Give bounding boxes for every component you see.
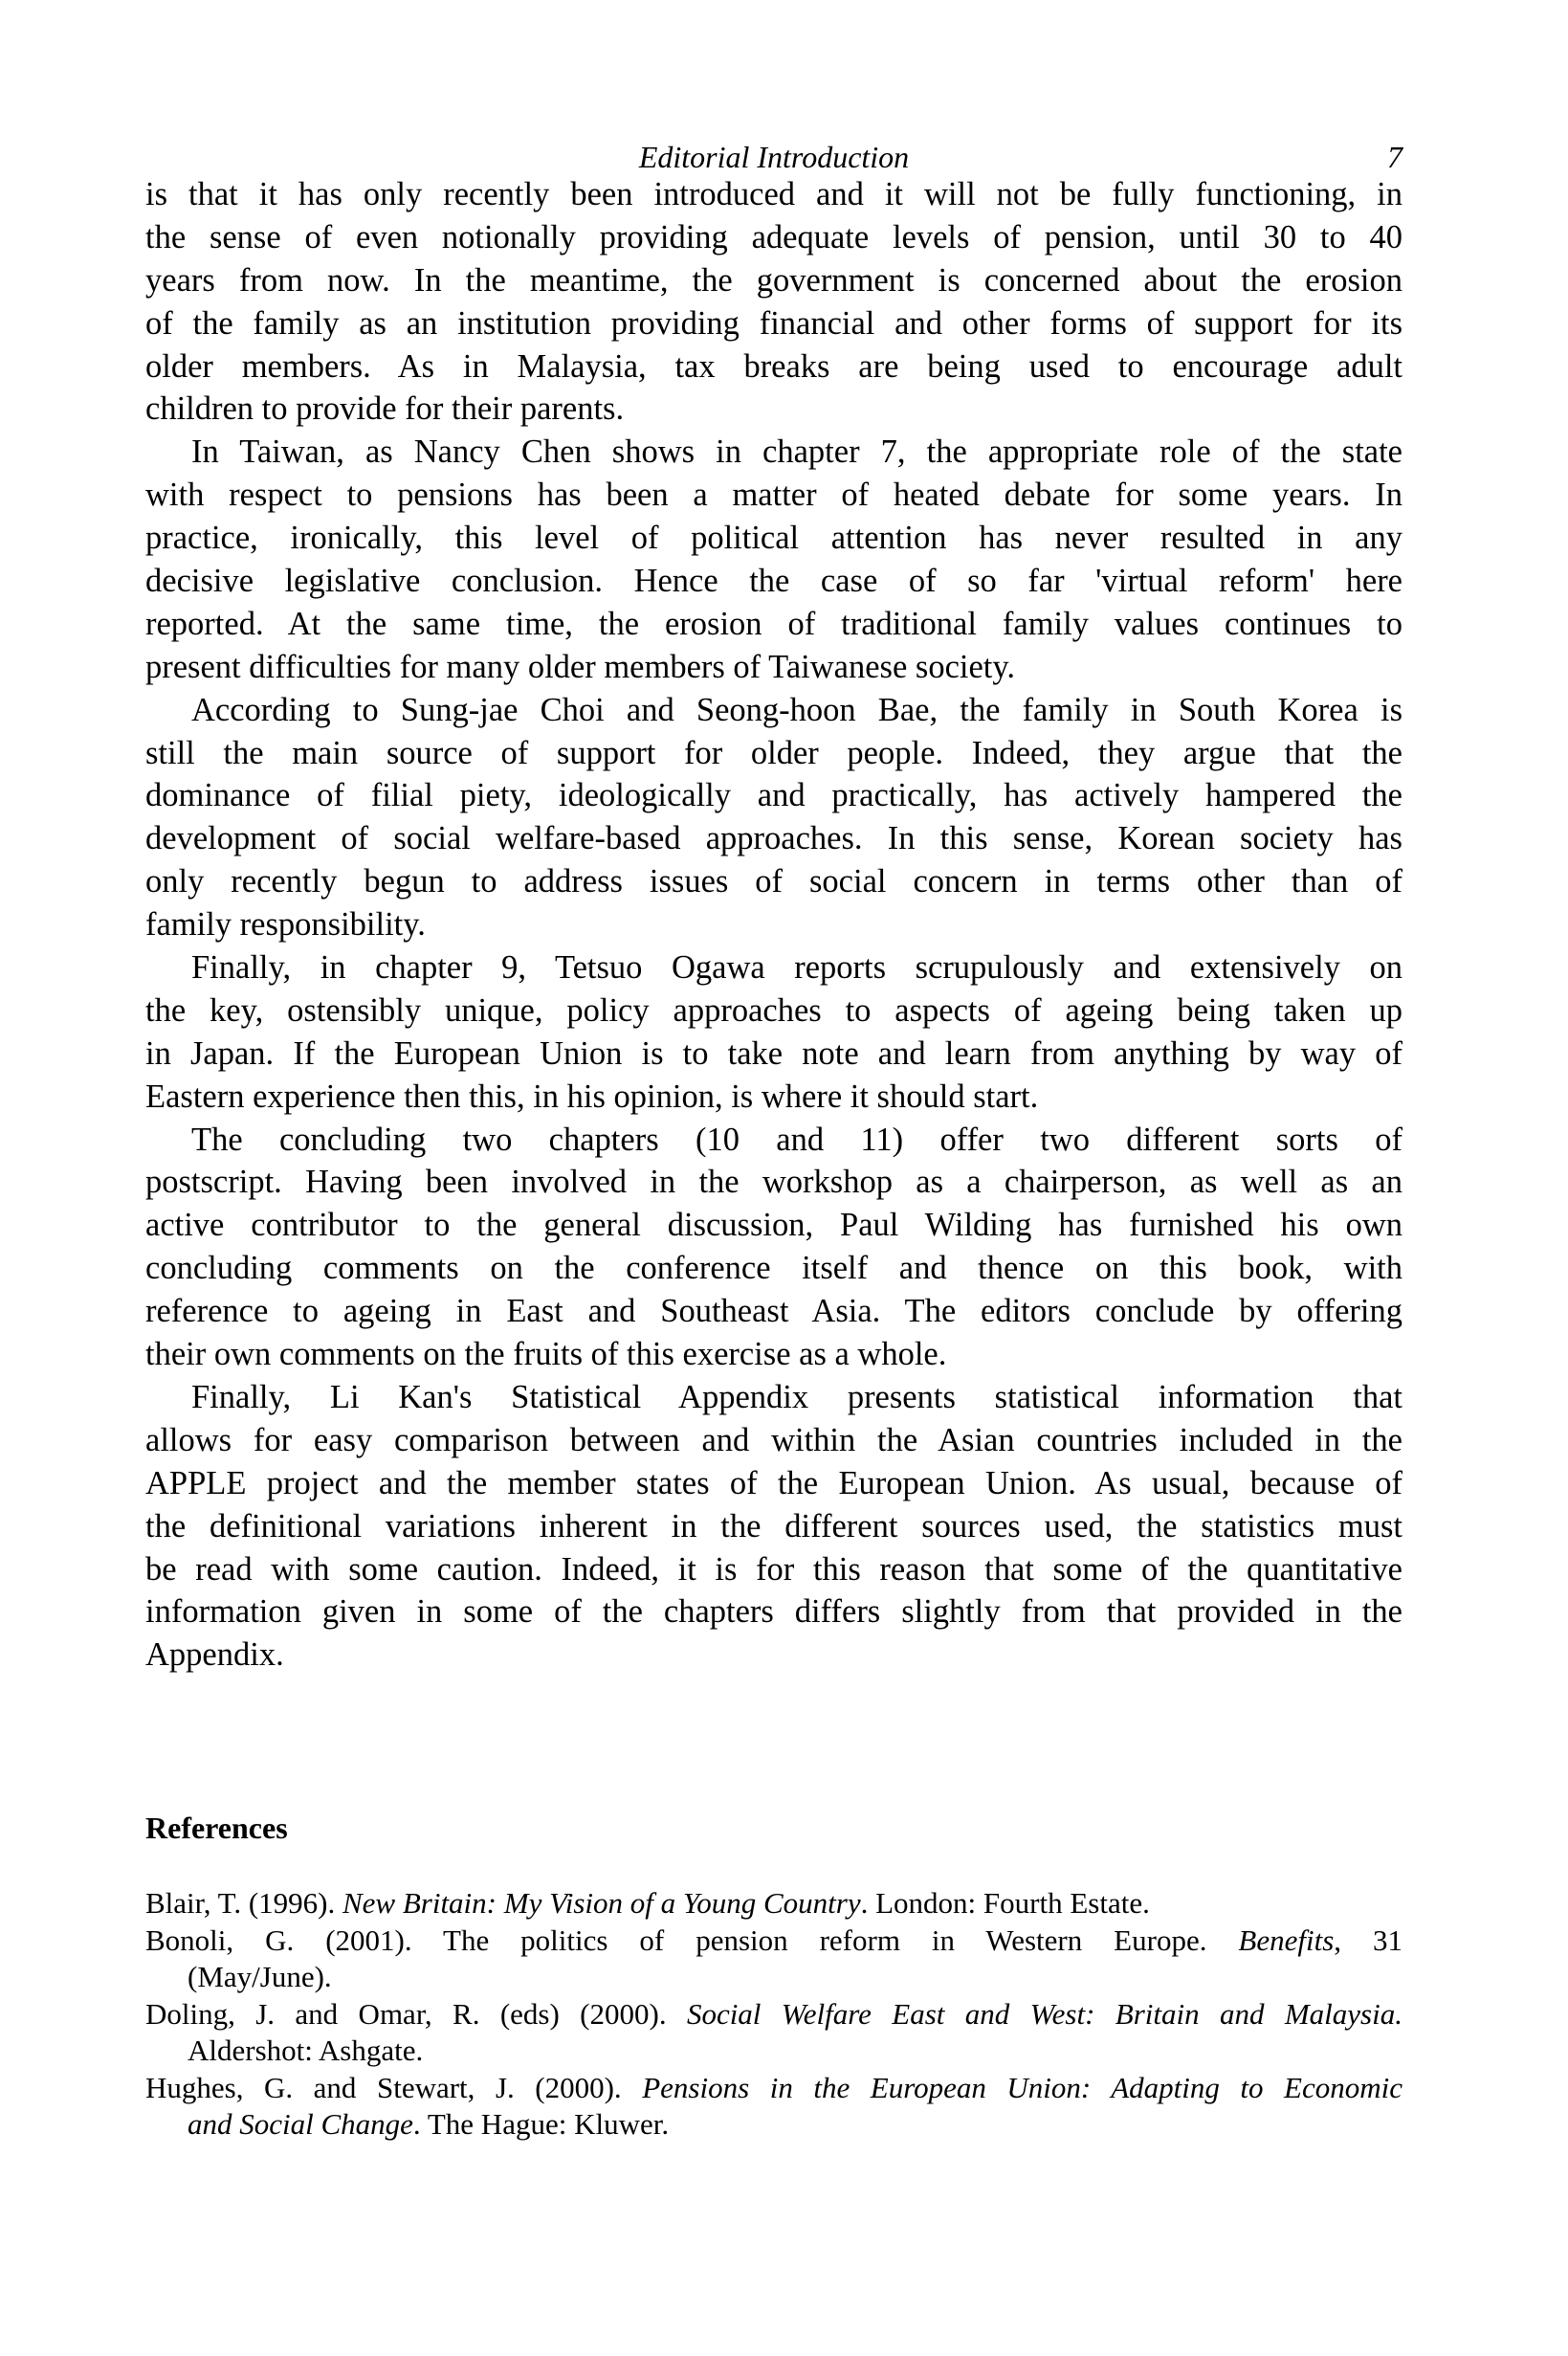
reference-text: Bonoli, G. (2001). The politics of pension reform in Western Europe. [145, 1923, 1239, 1957]
reference-entry [145, 1996, 1402, 2070]
reference-text: , 31 [1334, 1923, 1402, 1957]
reference-line [145, 2033, 1402, 2070]
text-line: active contributor to the general discussion, Paul Wilding has furnished his own [145, 1207, 1402, 1244]
reference-text: Blair, T. (1996). [145, 1886, 342, 1920]
reference-line [145, 2070, 1402, 2107]
reference-entry [145, 2070, 1402, 2144]
text-line: According to Sung-jae Choi and Seong-hoon Bae, the family in South Korea is [191, 691, 1402, 728]
text-line: family responsibility. [145, 906, 426, 944]
text-line: Eastern experience then this, in his opinion, is where it should start. [145, 1078, 1039, 1115]
body-text [145, 173, 1402, 1677]
text-line: only recently begun to address issues of social concern in terms other than of [145, 863, 1402, 900]
reference-title: Benefits [1238, 1923, 1335, 1957]
text-line: Appendix. [145, 1636, 284, 1674]
paragraph [145, 173, 1402, 431]
text-line: with respect to pensions has been a matter of heated debate for some years. In [145, 477, 1402, 514]
reference-text: . London: Fourth Estate. [860, 1886, 1150, 1920]
paragraph [145, 946, 1402, 1119]
reference-text: (May/June). [188, 1960, 332, 1993]
reference-text: . The Hague: Kluwer. [412, 2107, 670, 2141]
text-line: the definitional variations inherent in the different sources used, the statistics must [145, 1507, 1402, 1545]
text-line: reference to ageing in East and Southeast Asia. The editors conclude by offering [145, 1293, 1402, 1330]
page-number: 7 [1387, 140, 1402, 174]
reference-line [145, 1923, 1402, 1960]
text-line: information given in some of the chapters differs slightly from that provided in the [145, 1593, 1402, 1631]
text-line: reported. At the same time, the erosion of traditional family values continues to [145, 605, 1402, 642]
text-line: still the main source of support for older people. Indeed, they argue that the [145, 734, 1402, 771]
reference-title: Social Welfare East and West: Britain and Malaysia. [686, 1996, 1402, 2031]
text-line: the sense of even notionally providing adequate levels of pension, until 30 to 40 [145, 218, 1402, 256]
paragraph [145, 1119, 1402, 1376]
text-line: In Taiwan, as Nancy Chen shows in chapter 7, the appropriate role of the state [191, 433, 1402, 471]
reference-title: New Britain: My Vision of a Young Country [342, 1886, 861, 1920]
text-line: is that it has only recently been introduced and it will not be fully functioning, in [145, 176, 1402, 212]
text-line: children to provide for their parents. [145, 390, 625, 428]
text-line: years from now. In the meantime, the government is concerned about the erosion [145, 261, 1402, 299]
text-line: Finally, Li Kan's Statistical Appendix presents statistical information that [191, 1378, 1402, 1415]
reference-text: Aldershot: Ashgate. [188, 2034, 424, 2067]
reference-line [145, 1996, 1402, 2034]
text-line: present difficulties for many older members of Taiwanese society. [145, 648, 1015, 685]
text-line: postscript. Having been involved in the workshop as a chairperson, as well as an [145, 1164, 1402, 1201]
reference-line [145, 1959, 1402, 1996]
text-line: decisive legislative conclusion. Hence the case of so far 'virtual reform' here [145, 563, 1402, 600]
text-line: the key, ostensibly unique, policy approaches to aspects of ageing being taken up [145, 991, 1402, 1029]
reference-entry [145, 1885, 1402, 1923]
reference-text: Hughes, G. and Stewart, J. (2000). [145, 2070, 643, 2104]
text-line: allows for easy comparison between and within the Asian countries included in the [145, 1421, 1402, 1458]
paragraph [145, 689, 1402, 946]
text-line: practice, ironically, this level of political attention has never resulted in any [145, 520, 1402, 557]
reference-title: Pensions in the European Union: Adapting to Economic [642, 2070, 1403, 2104]
reference-line [145, 2106, 1402, 2144]
text-line: their own comments on the fruits of this exercise as a whole. [145, 1336, 947, 1373]
text-line: development of social welfare-based approaches. In this sense, Korean society has [145, 820, 1402, 857]
paragraph [145, 431, 1402, 688]
paragraph [145, 1376, 1402, 1677]
text-line: of the family as an institution providing financial and other forms of support for its [145, 304, 1402, 342]
text-line: be read with some caution. Indeed, it is for this reason that some of the quantitative [145, 1550, 1402, 1588]
text-line: Finally, in chapter 9, Tetsuo Ogawa reports scrupulously and extensively on [191, 949, 1402, 987]
references-list [145, 1885, 1402, 2144]
text-line: dominance of filial piety, ideologically and practically, has actively hampered the [145, 777, 1402, 814]
references-heading: References [145, 1811, 288, 1845]
text-line: APPLE project and the member states of the European Union. As usual, because of [145, 1464, 1402, 1501]
text-line: older members. As in Malaysia, tax breaks are being used to encourage adult [145, 347, 1402, 385]
reference-line [145, 1885, 1402, 1923]
text-line: in Japan. If the European Union is to take note and learn from anything by way of [145, 1034, 1402, 1072]
reference-text: Doling, J. and Omar, R. (eds) (2000). [145, 1996, 687, 2031]
text-line: concluding comments on the conference itself and thence on this book, with [145, 1250, 1402, 1287]
reference-title: and Social Change [188, 2107, 413, 2141]
running-title: Editorial Introduction [638, 140, 910, 174]
reference-entry [145, 1923, 1402, 1996]
text-line: The concluding two chapters (10 and 11) offer two different sorts of [191, 1121, 1402, 1158]
